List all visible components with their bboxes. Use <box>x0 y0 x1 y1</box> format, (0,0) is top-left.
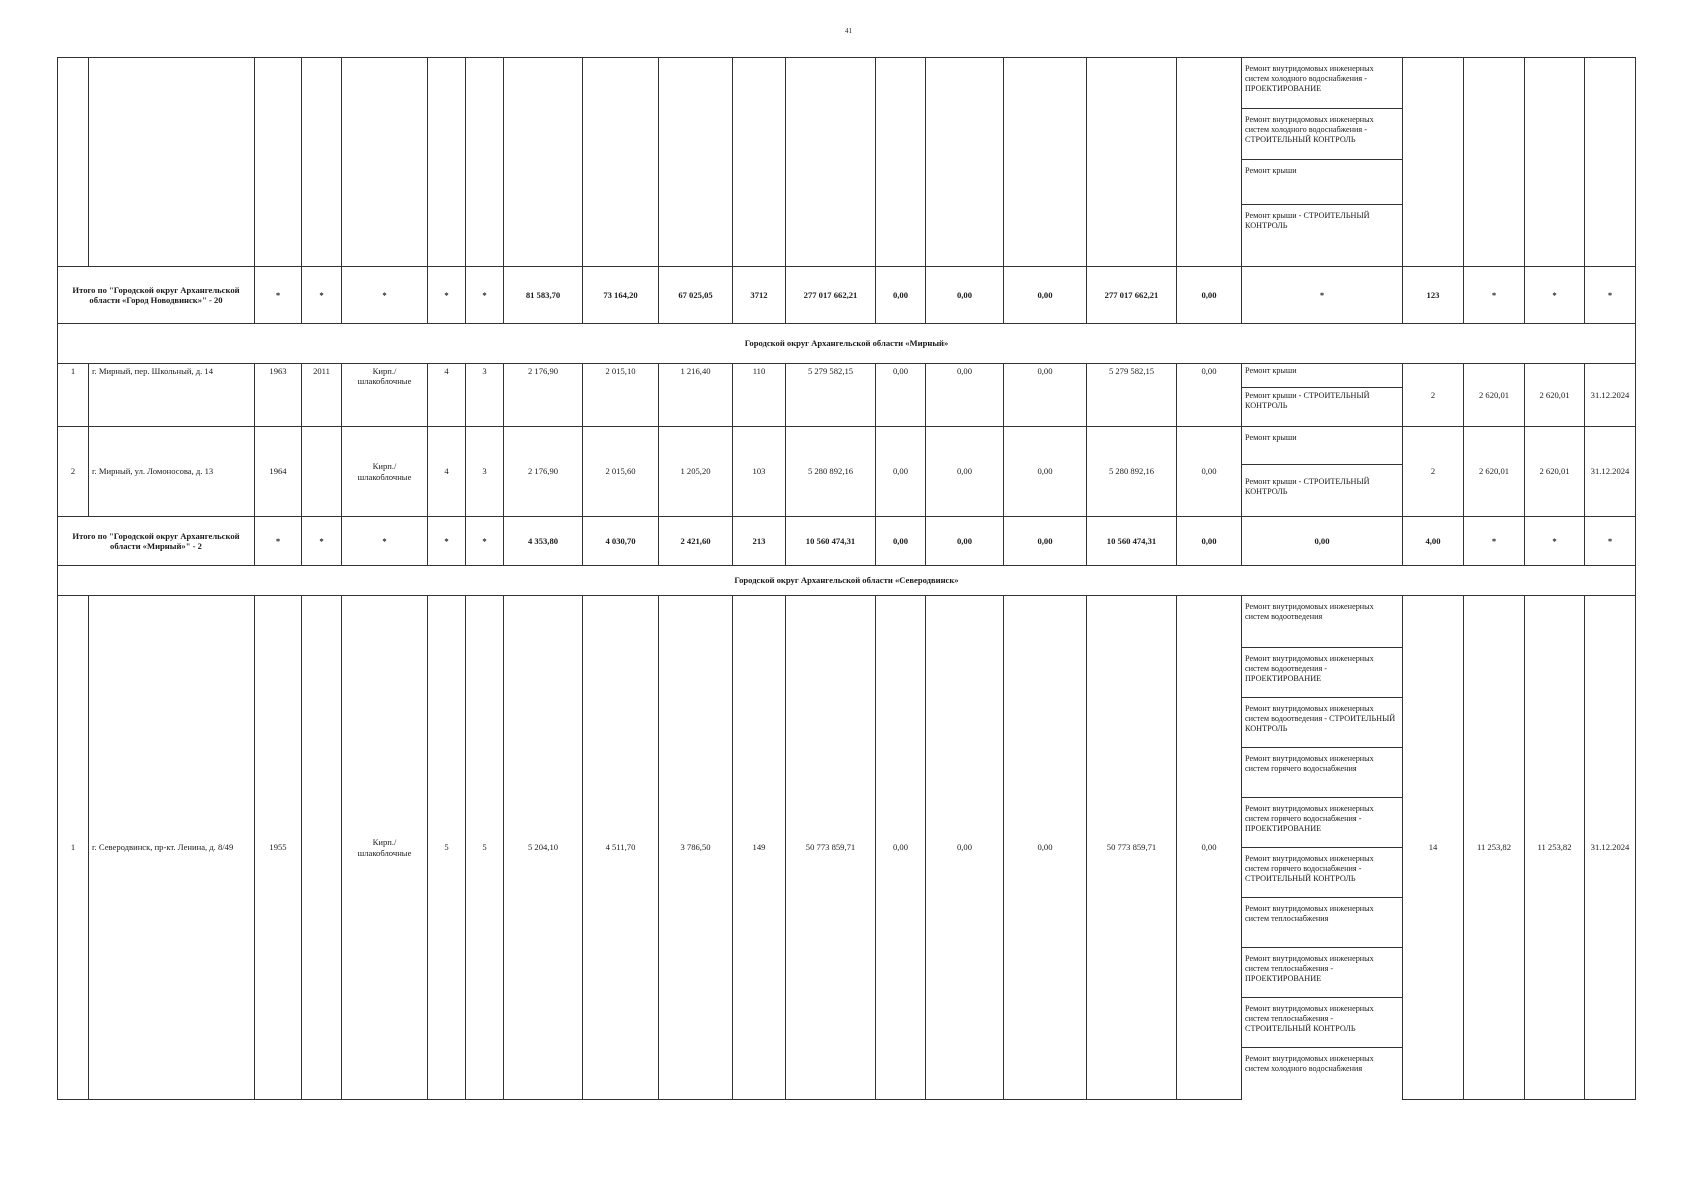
table-row: 1 г. Северодвинск, пр-кт. Ленина, д. 8/49 1955 Кирп./ шлакоблочные 5 5 5 204,10 4 511,70 3 786,50 149 50 773 859,71 0,00 0,00 0,00 50 773 859,71 0,00 Ремонт внутридомовых инженерных систем водоотведения 14 11 253,82 11 253,82 31.12.2024 <box>58 596 1636 648</box>
work-type-cell: Ремонт внутридомовых инженерных систем горячего водоснабжения - ПРОЕКТИРОВАНИЕ <box>1242 798 1403 848</box>
address-cell: г. Мирный, ул. Ломоносова, д. 13 <box>89 427 255 517</box>
work-type-cell: Ремонт внутридомовых инженерных систем холодного водоснабжения <box>1242 1048 1403 1100</box>
work-type-cell: Ремонт внутридомовых инженерных систем водоотведения - ПРОЕКТИРОВАНИЕ <box>1242 648 1403 698</box>
work-type-cell: Ремонт крыши - СТРОИТЕЛЬНЫЙ КОНТРОЛЬ <box>1242 205 1403 267</box>
work-type-cell: Ремонт крыши - СТРОИТЕЛЬНЫЙ КОНТРОЛЬ <box>1242 465 1403 517</box>
work-type-cell: Ремонт крыши <box>1242 427 1403 465</box>
table-row: 2 г. Мирный, ул. Ломоносова, д. 13 1964 Кирп./ шлакоблочные 4 3 2 176,90 2 015,60 1 205,20 103 5 280 892,16 0,00 0,00 0,00 5 280 892,16 0,00 Ремонт крыши 2 2 620,01 2 620,01 31.12.2024 <box>58 427 1636 465</box>
work-type-cell: Ремонт крыши <box>1242 160 1403 205</box>
table-row: 1 г. Мирный, пер. Школьный, д. 14 1963 2011 Кирп./ шлакоблочные 4 3 2 176,90 2 015,10 1 216,40 110 5 279 582,15 0,00 0,00 0,00 5 279 582,15 0,00 Ремонт крыши 2 2 620,01 2 620,01 31.12.2024 <box>58 364 1636 388</box>
total-row-novodvinsk: Итого по "Городской округ Архангельской области «Город Новодвинск»" - 20 * * * * * 81 583,70 73 164,20 67 025,05 3712 277 017 662,21 0,00 0,00 0,00 277 017 662,21 0,00 * 123 * * * <box>58 267 1636 324</box>
total-label: Итого по "Городской округ Архангельской области «Мирный»" - 2 <box>58 517 255 566</box>
section-header-mirny <box>58 324 1636 364</box>
address-cell: г. Северодвинск, пр-кт. Ленина, д. 8/49 <box>89 596 255 1100</box>
page-number: 41 <box>845 27 852 35</box>
work-type-cell: Ремонт внутридомовых инженерных систем теплоснабжения - ПРОЕКТИРОВАНИЕ <box>1242 948 1403 998</box>
work-type-cell: Ремонт крыши <box>1242 364 1403 388</box>
section-title: Городской округ Архангельской области «Мирный» <box>58 324 1636 364</box>
capital-repair-table <box>57 57 1636 1100</box>
work-type-cell: Ремонт внутридомовых инженерных систем холодного водоснабжения - ПРОЕКТИРОВАНИЕ <box>1242 58 1403 109</box>
work-type-cell: Ремонт внутридомовых инженерных систем теплоснабжения - СТРОИТЕЛЬНЫЙ КОНТРОЛЬ <box>1242 998 1403 1048</box>
work-type-cell: Ремонт внутридомовых инженерных систем теплоснабжения <box>1242 898 1403 948</box>
total-row-mirny: Итого по "Городской округ Архангельской области «Мирный»" - 2 * * * * * 4 353,80 4 030,70 2 421,60 213 10 560 474,31 0,00 0,00 0,00 10 560 474,31 0,00 0,00 4,00 * * * <box>58 517 1636 566</box>
work-type-cell: Ремонт крыши - СТРОИТЕЛЬНЫЙ КОНТРОЛЬ <box>1242 388 1403 427</box>
address-cell: г. Мирный, пер. Школьный, д. 14 <box>89 364 255 427</box>
table-row <box>58 58 1636 109</box>
total-label: Итого по "Городской округ Архангельской области «Город Новодвинск»" - 20 <box>58 267 255 324</box>
work-type-cell: Ремонт внутридомовых инженерных систем водоотведения <box>1242 596 1403 648</box>
work-type-cell: Ремонт внутридомовых инженерных систем холодного водоснабжения - СТРОИТЕЛЬНЫЙ КОНТРОЛЬ <box>1242 109 1403 160</box>
section-header-severodvinsk <box>58 566 1636 596</box>
section-title: Городской округ Архангельской области «Северодвинск» <box>58 566 1636 596</box>
work-type-cell: Ремонт внутридомовых инженерных систем горячего водоснабжения <box>1242 748 1403 798</box>
work-type-cell: Ремонт внутридомовых инженерных систем водоотведения - СТРОИТЕЛЬНЫЙ КОНТРОЛЬ <box>1242 698 1403 748</box>
work-type-cell: Ремонт внутридомовых инженерных систем горячего водоснабжения - СТРОИТЕЛЬНЫЙ КОНТРОЛЬ <box>1242 848 1403 898</box>
